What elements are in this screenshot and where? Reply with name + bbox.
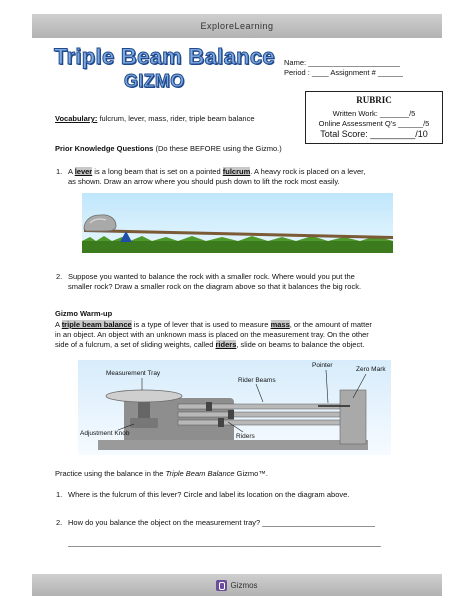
answer-line: ___________________________________________________________________________ [68,538,381,547]
lever-diagram [82,193,393,253]
worksheet-subtitle: GIZMO [124,71,185,91]
question-1-text-line2: as shown. Draw an arrow where you should push down to lift the rock most easily. [68,177,340,186]
zero-mark-post [340,390,366,444]
pointer-callout [326,370,328,403]
lever-illustration [82,193,393,253]
practice-question-1: Where is the fulcrum of this lever? Circle and label its location on the diagram above. [68,490,350,499]
label-adjustment-knob: Adjustment Knob [80,430,130,437]
rubric-title: RUBRIC [356,95,392,105]
question-1-number: 1. [56,167,63,176]
label-zero-mark: Zero Mark [356,366,386,373]
lever-beam [84,229,393,239]
question-2-number: 2. [56,272,63,281]
warmup-paragraph-line3: side of a fulcrum, a set of sliding weights, called riders, slide on beams to balance the object. [55,340,365,349]
rubric-written: Written Work: _______/5 [332,109,416,118]
adjustment-knob [130,418,158,428]
triple-beam-balance-diagram [78,360,391,455]
rubric-online: Online Assessment Q's ______/5 [318,119,430,128]
warmup-paragraph-line2: in an object. An object with an unknown mass is placed on the measurement tray. On the other [55,330,369,339]
rider-3 [218,418,224,427]
practice-question-2: How do you balance the object on the measurement tray? ___________________________ [68,518,375,527]
question-2-text: Suppose you wanted to balance the rock with a smaller rock. Where would you put the [68,272,355,281]
rider-beam-2 [178,412,346,417]
question-2-text-line2: smaller rock? Draw a smaller rock on the diagram above so that it balances the big rock. [68,282,362,291]
balance-platform [98,440,368,450]
rider-2 [228,410,234,419]
prior-knowledge-heading: Prior Knowledge Questions (Do these BEFORE using the Gizmo.) [55,144,282,153]
label-rider-beams: Rider Beams [238,377,276,384]
label-measurement-tray: Measurement Tray [106,370,161,377]
rider-beam-3 [178,420,346,425]
question-1-text: A lever is a long beam that is set on a pointed fulcrum. A heavy rock is placed on a lever, [68,167,366,176]
rider-1 [206,402,212,411]
gizmos-logo-icon [216,580,227,591]
rubric-box [305,91,443,144]
footer-brand: Gizmos [230,580,258,590]
brand-logo: ExploreLearning [200,21,274,31]
practice-intro: Practice using the balance in the Triple Beam Balance Gizmo™. [55,469,268,478]
grass [82,241,393,253]
warmup-paragraph-line1: A triple beam balance is a type of lever that is used to measure mass, or the amount of matter [55,320,372,329]
practice-question-1-number: 1. [56,490,63,499]
rubric-total: Total Score: _________/10 [320,129,428,139]
measurement-tray [106,390,182,402]
footer-bar [32,574,442,596]
label-riders: Riders [236,433,255,440]
vocabulary-line: Vocabulary: fulcrum, lever, mass, rider, triple beam balance [55,114,255,123]
name-line: Name: ______________________ [284,58,400,67]
rider-beams-callout [256,384,263,402]
header-bar [32,14,442,38]
warmup-heading: Gizmo Warm-up [55,309,113,318]
label-pointer: Pointer [312,362,333,369]
practice-question-2-number: 2. [56,518,63,527]
period-line: Period : ____ Assignment # ______ [284,68,403,77]
worksheet-title: Triple Beam Balance [54,44,275,69]
rock [84,215,116,231]
